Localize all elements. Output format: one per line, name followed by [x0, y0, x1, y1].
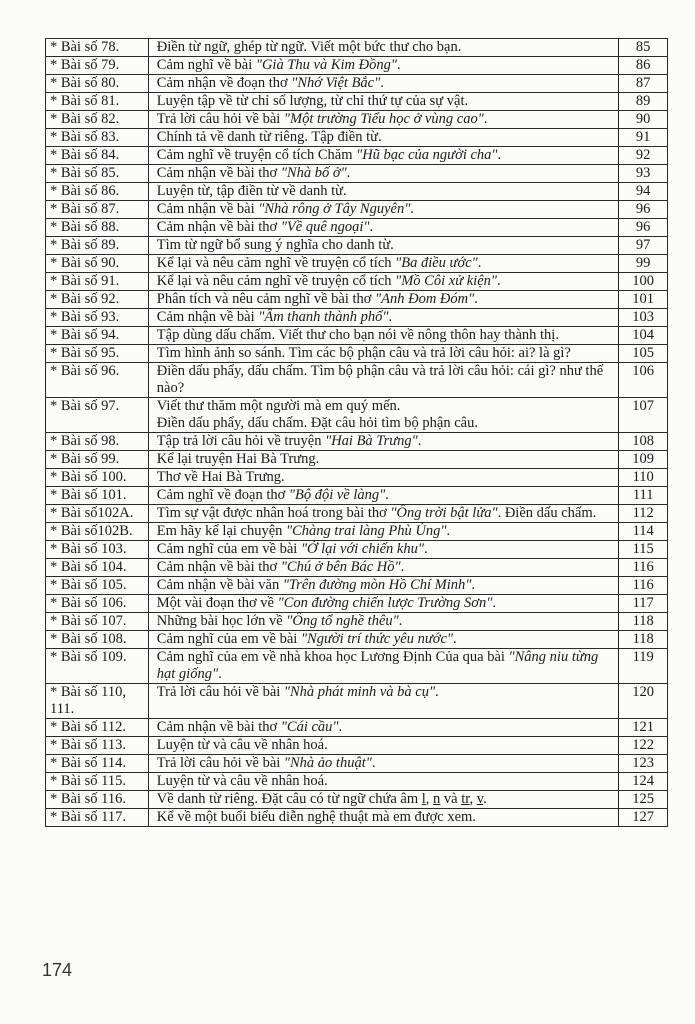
exercise-number: * Bài số 81.	[46, 93, 149, 111]
toc-row	[46, 255, 668, 273]
exercise-title	[148, 631, 619, 649]
title-segment: .	[446, 523, 451, 539]
exercise-number: * Bài số 117.	[46, 809, 149, 827]
toc-body	[46, 39, 668, 827]
title-segment: "Chàng trai làng Phù Ủng"	[286, 523, 447, 539]
toc-row	[46, 327, 668, 345]
exercise-title	[148, 165, 619, 183]
title-segment: Viết thư thăm một người mà em quý mến.	[156, 398, 401, 414]
page-ref: 124	[619, 773, 668, 791]
title-segment: .	[371, 755, 376, 771]
page-ref: 125	[619, 791, 668, 809]
exercise-title	[148, 451, 619, 469]
toc-row	[46, 791, 668, 809]
toc-row	[46, 523, 668, 541]
title-segment: Phân tích và nêu cảm nghĩ về bài thơ	[156, 291, 376, 307]
exercise-number: * Bài số 104.	[46, 559, 149, 577]
title-segment: "Ông trời bật lửa"	[390, 505, 498, 521]
toc-row	[46, 451, 668, 469]
exercise-title	[148, 684, 619, 719]
exercise-title	[148, 111, 619, 129]
title-segment: Cảm nghĩ về truyện cổ tích Chăm	[156, 147, 357, 163]
page-ref: 120	[619, 684, 668, 719]
exercise-number: * Bài số 94.	[46, 327, 149, 345]
title-segment: "Già Thu và Kim Đồng"	[255, 57, 397, 73]
exercise-title	[148, 237, 619, 255]
title-segment: "Trên đường mòn Hồ Chí Minh"	[282, 577, 472, 593]
exercise-title	[148, 93, 619, 111]
page-ref: 123	[619, 755, 668, 773]
exercise-title	[148, 433, 619, 451]
exercise-number: * Bài số 80.	[46, 75, 149, 93]
page-ref: 119	[619, 649, 668, 684]
exercise-number: * Bài số 110, 111.	[46, 684, 149, 719]
title-segment: "Ba điều ước"	[395, 255, 478, 271]
title-segment: .	[435, 684, 439, 700]
title-segment: "Nâng niu từng hạt giống"	[156, 649, 599, 682]
toc-row	[46, 773, 668, 791]
toc-row	[46, 505, 668, 523]
title-segment: .	[477, 255, 482, 271]
toc-row	[46, 737, 668, 755]
exercise-number: * Bài số 106.	[46, 595, 149, 613]
page-ref: 110	[619, 469, 668, 487]
title-segment: Điền dấu phẩy, dấu chấm. Đặt câu hỏi tìm bộ phận câu.	[156, 415, 478, 431]
title-segment: "Hai Bà Trưng"	[325, 433, 418, 449]
title-segment: Kể lại và nêu cảm nghĩ về truyện cổ tích	[156, 255, 396, 271]
toc-row	[46, 183, 668, 201]
exercise-number: * Bài số 115.	[46, 773, 149, 791]
exercise-number: * Bài số 92.	[46, 291, 149, 309]
exercise-title	[148, 219, 619, 237]
title-segment: Cảm nghĩ về bài	[156, 57, 256, 73]
title-segment: . Điền dấu chấm.	[497, 505, 597, 521]
title-segment: Kể về một buổi biểu diễn nghệ thuật mà em được xem.	[156, 809, 476, 825]
page-ref: 107	[619, 398, 668, 433]
exercise-number: * Bài số 99.	[46, 451, 149, 469]
title-segment: Cảm nhận về bài thơ	[156, 719, 281, 735]
title-segment: "Nhà rông ở Tây Nguyên"	[258, 201, 411, 217]
title-segment: Một vài đoạn thơ về	[156, 595, 278, 611]
title-segment: .	[369, 219, 374, 235]
exercise-number: * Bài số 103.	[46, 541, 149, 559]
title-segment: .	[218, 666, 222, 682]
title-segment: "Về quê ngoại"	[280, 219, 370, 235]
title-segment: .	[385, 487, 389, 503]
toc-row	[46, 577, 668, 595]
title-segment: "Hũ bạc của người cha"	[356, 147, 498, 163]
title-segment: .	[396, 57, 401, 73]
title-segment: .	[483, 111, 488, 127]
page-ref: 115	[619, 541, 668, 559]
title-segment: "Con đường chiến lược Trường Sơn"	[277, 595, 493, 611]
page-ref: 87	[619, 75, 668, 93]
page-ref: 103	[619, 309, 668, 327]
page-ref: 100	[619, 273, 668, 291]
title-segment: Em hãy kể lại chuyện	[156, 523, 287, 539]
exercise-number: * Bài số 85.	[46, 165, 149, 183]
exercise-number: * Bài số 101.	[46, 487, 149, 505]
title-segment: và	[440, 791, 462, 807]
toc-row	[46, 613, 668, 631]
exercise-number: * Bài số 107.	[46, 613, 149, 631]
toc-row	[46, 345, 668, 363]
title-segment: "Một trường Tiểu học ở vùng cao"	[283, 111, 484, 127]
page-ref: 127	[619, 809, 668, 827]
page-ref: 112	[619, 505, 668, 523]
title-segment: "Nhà ảo thuật"	[283, 755, 372, 771]
page-ref: 116	[619, 577, 668, 595]
title-segment: Luyện từ và câu về nhân hoá.	[156, 773, 328, 789]
exercise-number: * Bài số 90.	[46, 255, 149, 273]
title-segment: "Bộ đội về làng"	[288, 487, 386, 503]
page-ref: 114	[619, 523, 668, 541]
title-segment: Tìm sự vật được nhân hoá trong bài thơ	[156, 505, 391, 521]
exercise-title	[148, 487, 619, 505]
title-segment: Điền dấu phẩy, dấu chấm. Tìm bộ phận câu và trả lời câu hỏi: cái gì? như thế nào?	[156, 363, 604, 396]
page-ref: 104	[619, 327, 668, 345]
toc-row	[46, 469, 668, 487]
toc-row	[46, 595, 668, 613]
exercise-title	[148, 469, 619, 487]
toc-row	[46, 363, 668, 398]
exercise-number: * Bài số 87.	[46, 201, 149, 219]
toc-row	[46, 559, 668, 577]
page-ref: 85	[619, 39, 668, 57]
exercise-title	[148, 505, 619, 523]
title-segment: Kể lại truyện Hai Bà Trưng.	[156, 451, 320, 467]
page-ref: 94	[619, 183, 668, 201]
toc-row	[46, 165, 668, 183]
title-segment: Về danh từ riêng. Đặt câu có từ ngữ chứa âm	[156, 791, 422, 807]
page-ref: 89	[619, 93, 668, 111]
exercise-number: * Bài số 84.	[46, 147, 149, 165]
title-segment: "Nhớ Việt Bắc"	[291, 75, 381, 91]
toc-row	[46, 309, 668, 327]
exercise-number: * Bài số 86.	[46, 183, 149, 201]
toc-row	[46, 398, 668, 433]
page-ref: 117	[619, 595, 668, 613]
exercise-number: * Bài số 93.	[46, 309, 149, 327]
toc-row	[46, 93, 668, 111]
exercise-title	[148, 613, 619, 631]
title-segment: "Nhà bố ở"	[280, 165, 347, 181]
title-segment: Cảm nghĩ của em về bài	[156, 541, 301, 557]
exercise-number: * Bài số 108.	[46, 631, 149, 649]
toc-row	[46, 147, 668, 165]
exercise-title	[148, 737, 619, 755]
title-segment: tr	[461, 791, 470, 807]
exercise-number: * Bài số 79.	[46, 57, 149, 75]
exercise-title	[148, 398, 619, 433]
page-ref: 93	[619, 165, 668, 183]
exercise-number: * Bài số 109.	[46, 649, 149, 684]
page-ref: 91	[619, 129, 668, 147]
page-ref: 118	[619, 613, 668, 631]
exercise-title	[148, 541, 619, 559]
title-segment: Điền từ ngữ, ghép từ ngữ. Viết một bức thư cho bạn.	[156, 39, 462, 55]
page-ref: 118	[619, 631, 668, 649]
exercise-title	[148, 201, 619, 219]
page-ref: 106	[619, 363, 668, 398]
toc-row	[46, 201, 668, 219]
exercise-title	[148, 39, 619, 57]
page-ref: 109	[619, 451, 668, 469]
page-ref: 122	[619, 737, 668, 755]
toc-row	[46, 75, 668, 93]
title-segment: "Ở lại với chiến khu"	[300, 541, 424, 557]
toc-row	[46, 129, 668, 147]
page-ref: 96	[619, 219, 668, 237]
toc-row	[46, 291, 668, 309]
exercise-title	[148, 809, 619, 827]
exercise-title	[148, 577, 619, 595]
exercise-title	[148, 75, 619, 93]
title-segment: "Chú ở bên Bác Hồ"	[280, 559, 401, 575]
exercise-number: * Bài số 100.	[46, 469, 149, 487]
title-segment: .	[492, 595, 496, 611]
page-ref: 99	[619, 255, 668, 273]
page-ref: 92	[619, 147, 668, 165]
title-segment: .	[497, 147, 502, 163]
title-segment: Trả lời câu hỏi về bài	[156, 111, 284, 127]
title-segment: Cảm nhận về bài thơ	[156, 165, 281, 181]
exercise-title	[148, 57, 619, 75]
toc-row	[46, 219, 668, 237]
exercise-number: * Bài số 105.	[46, 577, 149, 595]
title-segment: Cảm nghĩ về đoạn thơ	[156, 487, 289, 503]
exercise-number: * Bài số 83.	[46, 129, 149, 147]
title-segment: Cảm nghĩ của em về nhà khoa học Lương Định Của qua bài	[156, 649, 509, 665]
title-segment: Trả lời câu hỏi về bài	[156, 684, 284, 700]
title-segment: "Nhà phát minh và bà cụ"	[283, 684, 436, 700]
toc-row	[46, 237, 668, 255]
toc-row	[46, 649, 668, 684]
exercise-title	[148, 791, 619, 809]
exercise-title	[148, 255, 619, 273]
title-segment: Luyện từ, tập điền từ về danh từ.	[156, 183, 347, 199]
title-segment: Tập dùng dấu chấm. Viết thư cho bạn nói về nông thôn hay thành thị.	[156, 327, 559, 343]
exercise-title	[148, 363, 619, 398]
title-segment: .	[423, 541, 428, 557]
title-segment: "Mồ Côi xử kiện"	[395, 273, 497, 289]
title-segment: "Cái cầu"	[280, 719, 339, 735]
exercise-title	[148, 273, 619, 291]
exercise-number: * Bài số 96.	[46, 363, 149, 398]
title-segment: .	[338, 719, 343, 735]
exercise-number: * Bài số 113.	[46, 737, 149, 755]
page-ref: 121	[619, 719, 668, 737]
title-segment: l	[421, 791, 426, 807]
title-segment: Cảm nhận về bài văn	[156, 577, 283, 593]
title-segment: .	[417, 433, 422, 449]
title-segment: "Âm thanh thành phố"	[258, 309, 389, 325]
exercise-number: * Bài số 89.	[46, 237, 149, 255]
title-segment: Cảm nhận về đoạn thơ	[156, 75, 292, 91]
title-segment: Chính tả về danh từ riêng. Tập điền từ.	[156, 129, 382, 145]
toc-row	[46, 541, 668, 559]
title-segment: .	[471, 577, 475, 593]
title-segment: .	[388, 309, 393, 325]
exercise-number: * Bài số 97.	[46, 398, 149, 433]
toc-row	[46, 631, 668, 649]
exercise-title	[148, 755, 619, 773]
title-segment: Tìm từ ngữ bổ sung ý nghĩa cho danh từ.	[156, 237, 394, 253]
title-segment: n	[433, 791, 441, 807]
title-segment: Cảm nhận về bài thơ	[156, 559, 281, 575]
title-segment: .	[346, 165, 351, 181]
title-segment: ,	[469, 791, 477, 807]
exercise-number: * Bài số102B.	[46, 523, 149, 541]
exercise-title	[148, 523, 619, 541]
toc-row	[46, 57, 668, 75]
exercise-title	[148, 309, 619, 327]
page-ref: 105	[619, 345, 668, 363]
title-segment: .	[453, 631, 457, 647]
exercise-title	[148, 559, 619, 577]
toc-row	[46, 809, 668, 827]
exercise-title	[148, 129, 619, 147]
exercise-number: * Bài số 78.	[46, 39, 149, 57]
exercise-title	[148, 147, 619, 165]
title-segment: "Anh Đom Đóm"	[375, 291, 475, 307]
toc-row	[46, 111, 668, 129]
exercise-title	[148, 719, 619, 737]
exercise-title	[148, 345, 619, 363]
page-ref: 111	[619, 487, 668, 505]
page-ref: 96	[619, 201, 668, 219]
title-segment: Tập trả lời câu hỏi về truyện	[156, 433, 326, 449]
toc-row	[46, 755, 668, 773]
title-segment: Cảm nghĩ của em về bài	[156, 631, 301, 647]
table-of-contents	[45, 38, 668, 827]
page-ref: 97	[619, 237, 668, 255]
title-segment: Cảm nhận về bài	[156, 309, 259, 325]
title-segment: .	[496, 273, 501, 289]
exercise-title	[148, 595, 619, 613]
title-segment: Thơ về Hai Bà Trưng.	[156, 469, 285, 485]
exercise-number: * Bài số 95.	[46, 345, 149, 363]
exercise-title	[148, 291, 619, 309]
title-segment: "Người trí thức yêu nước"	[300, 631, 453, 647]
title-segment: .	[398, 613, 403, 629]
page-ref: 108	[619, 433, 668, 451]
title-segment: .	[483, 791, 487, 807]
page-ref: 86	[619, 57, 668, 75]
exercise-number: * Bài số 88.	[46, 219, 149, 237]
toc-row	[46, 273, 668, 291]
exercise-number: * Bài số 98.	[46, 433, 149, 451]
title-segment: Cảm nhận về bài	[156, 201, 259, 217]
page-ref: 116	[619, 559, 668, 577]
toc-row	[46, 433, 668, 451]
toc-row	[46, 39, 668, 57]
title-segment: .	[400, 559, 405, 575]
title-segment: Luyện từ và câu về nhân hoá.	[156, 737, 328, 753]
page-ref: 101	[619, 291, 668, 309]
title-segment: .	[380, 75, 384, 91]
title-segment: "Ông tổ nghề thêu"	[286, 613, 399, 629]
page-number: 174	[42, 960, 73, 980]
toc-row	[46, 684, 668, 719]
exercise-number: * Bài số 114.	[46, 755, 149, 773]
exercise-title	[148, 773, 619, 791]
title-segment: Những bài học lớn về	[156, 613, 287, 629]
exercise-number: * Bài số102A.	[46, 505, 149, 523]
title-segment: .	[474, 291, 478, 307]
exercise-title	[148, 183, 619, 201]
exercise-number: * Bài số 116.	[46, 791, 149, 809]
title-segment: .	[410, 201, 414, 217]
title-segment: ,	[425, 791, 434, 807]
exercise-number: * Bài số 91.	[46, 273, 149, 291]
title-segment: Tìm hình ảnh so sánh. Tìm các bộ phận câu và trả lời câu hỏi: ai? là gì?	[156, 345, 571, 361]
exercise-number: * Bài số 82.	[46, 111, 149, 129]
title-segment: Luyện tập về từ chỉ số lượng, từ chỉ thứ tự của sự vật.	[156, 93, 469, 109]
page-ref: 90	[619, 111, 668, 129]
title-segment: Trả lời câu hỏi về bài	[156, 755, 284, 771]
exercise-title	[148, 327, 619, 345]
toc-row	[46, 719, 668, 737]
toc-row	[46, 487, 668, 505]
exercise-title	[148, 649, 619, 684]
title-segment: v	[476, 791, 484, 807]
title-segment: Cảm nhận về bài thơ	[156, 219, 281, 235]
title-segment: Kể lại và nêu cảm nghĩ về truyện cổ tích	[156, 273, 396, 289]
exercise-number: * Bài số 112.	[46, 719, 149, 737]
